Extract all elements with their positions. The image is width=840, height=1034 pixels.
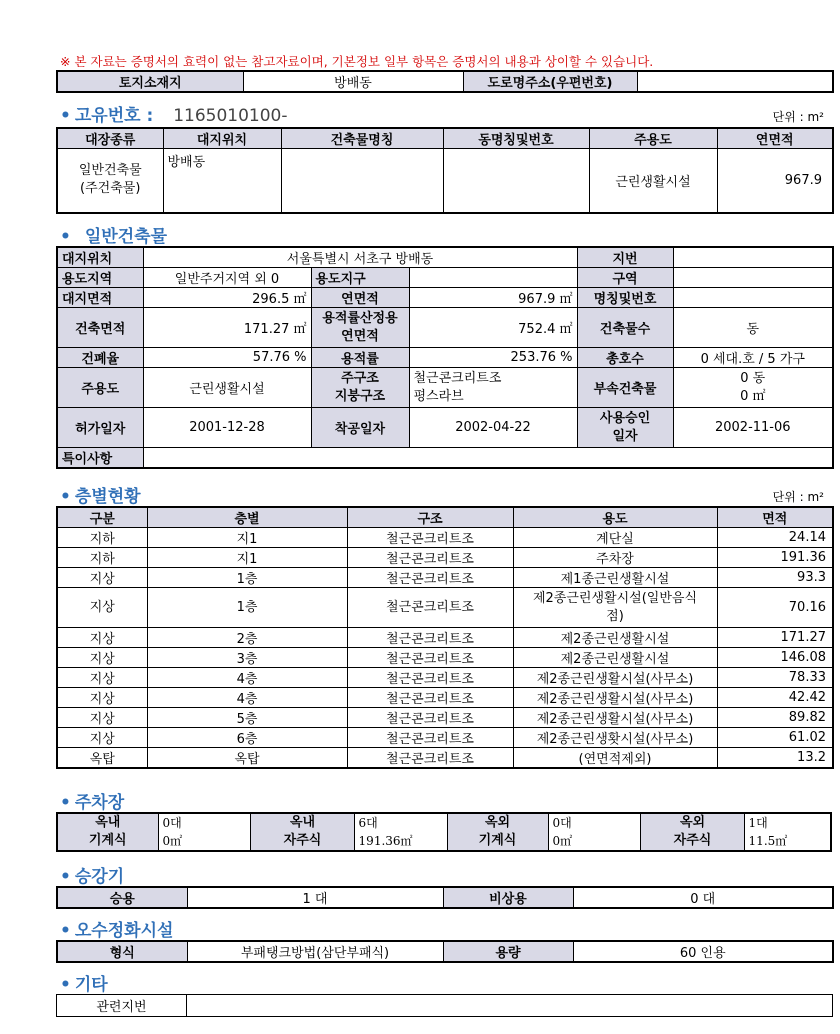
main-use-label: 주용도 bbox=[57, 368, 143, 408]
header-cell: 동명칭및번호 bbox=[443, 128, 589, 149]
section-bullet: • bbox=[60, 227, 71, 247]
floor-area-cell: 171.27 bbox=[717, 628, 833, 648]
floor-use-cell: 제2종근린생활시설 bbox=[513, 628, 717, 648]
floor-kind-cell: 지상 bbox=[57, 688, 147, 708]
floor-floor-cell: 옥탑 bbox=[147, 748, 347, 769]
floor-kind-cell: 지상 bbox=[57, 668, 147, 688]
related-lot-label: 관련지번 bbox=[57, 995, 187, 1017]
elevator-table bbox=[56, 886, 834, 909]
gross-area-label: 연면적 bbox=[311, 288, 409, 308]
building-count-label: 건축물수 bbox=[577, 308, 673, 348]
parking-outdoor-self-label: 옥외 자주식 bbox=[641, 813, 744, 851]
general-building-table bbox=[56, 246, 834, 469]
floor-row bbox=[57, 748, 833, 769]
far-label: 용적률 bbox=[311, 348, 409, 368]
parking-table bbox=[56, 812, 832, 852]
land-location-value: 방배동 bbox=[243, 71, 463, 92]
floor-structure-cell: 철근콘크리트조 bbox=[347, 668, 513, 688]
floor-structure-cell: 철근콘크리트조 bbox=[347, 588, 513, 628]
section-etc bbox=[60, 970, 108, 995]
parking-indoor-self-label: 옥내 자주식 bbox=[251, 813, 354, 851]
section-title: 주차장 bbox=[74, 793, 125, 813]
floor-kind-cell: 지상 bbox=[57, 708, 147, 728]
header-cell: 대지위치 bbox=[163, 128, 281, 149]
floor-kind-cell: 지하 bbox=[57, 528, 147, 548]
dong-name bbox=[443, 149, 589, 213]
floor-floor-cell: 6층 bbox=[147, 728, 347, 748]
building-area-label: 건축면적 bbox=[57, 308, 143, 348]
unit-label: 단위 : m² bbox=[772, 490, 824, 504]
permit-date-label: 허가일자 bbox=[57, 408, 143, 448]
bcr-label: 건폐율 bbox=[57, 348, 143, 368]
section-title: 고유번호 : bbox=[74, 106, 154, 126]
section-general-building bbox=[60, 222, 167, 247]
floor-area-cell: 191.36 bbox=[717, 548, 833, 568]
floor-structure-cell: 철근콘크리트조 bbox=[347, 548, 513, 568]
area-value bbox=[673, 268, 833, 288]
header-cell: 건축물명칭 bbox=[281, 128, 443, 149]
lot-number-value bbox=[673, 247, 833, 268]
floor-floor-cell: 3층 bbox=[147, 648, 347, 668]
road-address-value bbox=[637, 71, 833, 92]
floor-row bbox=[57, 548, 833, 568]
disclaimer-notice: ※ 본 자료는 증명서의 효력이 없는 참고자료이며, 기본정보 일부 항목은 증명서의 내용과 상이할 수 있습니다. bbox=[60, 54, 654, 69]
related-lot-value bbox=[187, 995, 833, 1017]
section-elevator bbox=[60, 862, 124, 887]
floor-row bbox=[57, 588, 833, 628]
far-area-value: 752.4 ㎡ bbox=[409, 308, 577, 348]
floor-structure-cell: 철근콘크리트조 bbox=[347, 708, 513, 728]
land-area-value: 296.5 ㎡ bbox=[143, 288, 311, 308]
ledger-type: 일반건축물 (주건축물) bbox=[57, 149, 163, 213]
header-cell: 연면적 bbox=[717, 128, 833, 149]
floor-structure-cell: 철근콘크리트조 bbox=[347, 528, 513, 548]
permit-date-value: 2001-12-28 bbox=[143, 408, 311, 448]
floor-floor-cell: 1층 bbox=[147, 568, 347, 588]
floor-row bbox=[57, 648, 833, 668]
unique-number-value: 1165010100- bbox=[173, 106, 288, 126]
section-floor-status bbox=[60, 482, 141, 507]
bcr-value: 57.76 % bbox=[143, 348, 311, 368]
floor-floor-cell: 지1 bbox=[147, 528, 347, 548]
floor-area-cell: 93.3 bbox=[717, 568, 833, 588]
summary-header-row bbox=[57, 128, 833, 149]
far-area-label: 용적률산정용 연면적 bbox=[311, 308, 409, 348]
annex-label: 부속건축물 bbox=[577, 368, 673, 408]
main-use-value: 근린생활시설 bbox=[143, 368, 311, 408]
floor-rows bbox=[57, 528, 833, 769]
section-unique-number bbox=[60, 101, 288, 126]
parking-indoor-mechanical-value: 0대 0㎡ bbox=[158, 813, 251, 851]
section-bullet: • bbox=[60, 975, 71, 995]
floor-row bbox=[57, 568, 833, 588]
section-title: 층별현황 bbox=[74, 487, 141, 507]
main-use: 근린생활시설 bbox=[589, 149, 717, 213]
floor-kind-cell: 옥탑 bbox=[57, 748, 147, 769]
floor-area-cell: 42.42 bbox=[717, 688, 833, 708]
floor-area-cell: 78.33 bbox=[717, 668, 833, 688]
floor-area-cell: 146.08 bbox=[717, 648, 833, 668]
passenger-elevator-label: 승용 bbox=[57, 887, 187, 908]
sewage-table bbox=[56, 940, 834, 963]
section-bullet: • bbox=[60, 867, 71, 887]
floor-row bbox=[57, 728, 833, 748]
floor-use-cell: 제2종근린생활시설(사무소) bbox=[513, 688, 717, 708]
floor-floor-cell: 1층 bbox=[147, 588, 347, 628]
total-floor-area: 967.9 bbox=[717, 149, 833, 213]
section-bullet: • bbox=[60, 793, 71, 813]
floor-row bbox=[57, 528, 833, 548]
building-count-value: 동 bbox=[673, 308, 833, 348]
floor-use-cell: 제2종근린생활시설(사무소) bbox=[513, 668, 717, 688]
parking-outdoor-mechanical-value: 0대 0㎡ bbox=[548, 813, 641, 851]
start-date-label: 착공일자 bbox=[311, 408, 409, 448]
floor-structure-cell: 철근콘크리트조 bbox=[347, 628, 513, 648]
floor-use-cell: 제1종근린생활시설 bbox=[513, 568, 717, 588]
floor-use-cell: 계단실 bbox=[513, 528, 717, 548]
header-cell: 구분 bbox=[57, 507, 147, 528]
special-notes-value bbox=[143, 448, 833, 469]
structure-label: 주구조 지붕구조 bbox=[311, 368, 409, 408]
floor-kind-cell: 지상 bbox=[57, 588, 147, 628]
floor-floor-cell: 5층 bbox=[147, 708, 347, 728]
site-location-value: 서울특별시 서초구 방배동 bbox=[143, 247, 577, 268]
units-value: 0 세대.호 / 5 가구 bbox=[673, 348, 833, 368]
floor-row bbox=[57, 628, 833, 648]
passenger-elevator-value: 1 대 bbox=[187, 887, 443, 908]
section-title: 일반건축물 bbox=[84, 227, 167, 247]
floor-area-cell: 70.16 bbox=[717, 588, 833, 628]
etc-table bbox=[56, 994, 833, 1017]
floor-area-cell: 13.2 bbox=[717, 748, 833, 769]
units-label: 총호수 bbox=[577, 348, 673, 368]
unit-label: 단위 : m² bbox=[772, 110, 824, 124]
section-bullet: • bbox=[60, 487, 71, 507]
floor-area-cell: 24.14 bbox=[717, 528, 833, 548]
header-cell: 구조 bbox=[347, 507, 513, 528]
floor-kind-cell: 지상 bbox=[57, 568, 147, 588]
floor-row bbox=[57, 688, 833, 708]
zone-label: 용도지역 bbox=[57, 268, 143, 288]
floor-use-cell: 제2종근린생홧시설(사무소) bbox=[513, 728, 717, 748]
sewage-type-label: 형식 bbox=[57, 941, 187, 962]
floor-kind-cell: 지상 bbox=[57, 728, 147, 748]
district-value bbox=[409, 268, 577, 288]
sewage-capacity-label: 용량 bbox=[443, 941, 573, 962]
building-summary-table bbox=[56, 127, 834, 214]
floor-floor-cell: 지1 bbox=[147, 548, 347, 568]
section-title: 오수정화시설 bbox=[74, 921, 174, 941]
lot-number-label: 지번 bbox=[577, 247, 673, 268]
floor-use-cell: 제2종근린생활시설(사무소) bbox=[513, 708, 717, 728]
floor-use-cell: 제2종근린생활시설 bbox=[513, 648, 717, 668]
parking-outdoor-mechanical-label: 옥외 기계식 bbox=[447, 813, 548, 851]
header-cell: 용도 bbox=[513, 507, 717, 528]
floor-structure-cell: 철근콘크리트조 bbox=[347, 688, 513, 708]
section-sewage bbox=[60, 916, 173, 941]
summary-data-row bbox=[57, 149, 833, 213]
far-value: 253.76 % bbox=[409, 348, 577, 368]
section-title: 승강기 bbox=[74, 867, 125, 887]
building-name bbox=[281, 149, 443, 213]
floor-floor-cell: 2층 bbox=[147, 628, 347, 648]
floor-structure-cell: 철근콘크리트조 bbox=[347, 748, 513, 769]
annex-value: 0 동 0 ㎡ bbox=[673, 368, 833, 408]
floor-use-cell: (연면적제외) bbox=[513, 748, 717, 769]
building-area-value: 171.27 ㎡ bbox=[143, 308, 311, 348]
approval-date-value: 2002-11-06 bbox=[673, 408, 833, 448]
header-cell: 주용도 bbox=[589, 128, 717, 149]
floor-kind-cell: 지하 bbox=[57, 548, 147, 568]
floor-structure-cell: 철근콘크리트조 bbox=[347, 728, 513, 748]
sewage-type-value: 부패탱크방법(삼단부패식) bbox=[187, 941, 443, 962]
emergency-elevator-value: 0 대 bbox=[573, 887, 833, 908]
naming-value bbox=[673, 288, 833, 308]
gross-area-value: 967.9 ㎡ bbox=[409, 288, 577, 308]
floor-use-cell: 제2종근린생활시설(일반음식 점) bbox=[513, 588, 717, 628]
parking-outdoor-self-value: 1대 11.5㎡ bbox=[744, 813, 831, 851]
special-notes-label: 특이사항 bbox=[57, 448, 143, 469]
floor-floor-cell: 4층 bbox=[147, 688, 347, 708]
start-date-value: 2002-04-22 bbox=[409, 408, 577, 448]
floor-kind-cell: 지상 bbox=[57, 648, 147, 668]
floor-structure-cell: 철근콘크리트조 bbox=[347, 648, 513, 668]
area-label: 구역 bbox=[577, 268, 673, 288]
section-title: 기타 bbox=[74, 975, 108, 995]
header-cell: 면적 bbox=[717, 507, 833, 528]
emergency-elevator-label: 비상용 bbox=[443, 887, 573, 908]
sewage-capacity-value: 60 인용 bbox=[573, 941, 833, 962]
floor-area-cell: 61.02 bbox=[717, 728, 833, 748]
district-label: 용도지구 bbox=[311, 268, 409, 288]
floor-use-cell: 주차장 bbox=[513, 548, 717, 568]
site-location-label: 대지위치 bbox=[57, 247, 143, 268]
floor-header-row bbox=[57, 507, 833, 528]
road-address-label: 도로명주소(우편번호) bbox=[463, 71, 637, 92]
parking-indoor-self-value: 6대 191.36㎡ bbox=[354, 813, 447, 851]
approval-date-label: 사용승인 일자 bbox=[577, 408, 673, 448]
floor-kind-cell: 지상 bbox=[57, 628, 147, 648]
site-location: 방배동 bbox=[163, 149, 281, 213]
floor-table bbox=[56, 506, 834, 769]
floor-row bbox=[57, 668, 833, 688]
floor-floor-cell: 4층 bbox=[147, 668, 347, 688]
header-cell: 대장종류 bbox=[57, 128, 163, 149]
floor-area-cell: 89.82 bbox=[717, 708, 833, 728]
floor-row bbox=[57, 708, 833, 728]
naming-label: 명칭및번호 bbox=[577, 288, 673, 308]
location-table bbox=[56, 70, 834, 93]
zone-value: 일반주거지역 외 0 bbox=[143, 268, 311, 288]
land-location-label: 토지소재지 bbox=[57, 71, 243, 92]
land-area-label: 대지면적 bbox=[57, 288, 143, 308]
section-parking bbox=[60, 788, 124, 813]
structure-value: 철근콘크리트조 평스라브 bbox=[409, 368, 577, 408]
section-bullet: • bbox=[60, 106, 71, 126]
floor-structure-cell: 철근콘크리트조 bbox=[347, 568, 513, 588]
header-cell: 층별 bbox=[147, 507, 347, 528]
section-bullet: • bbox=[60, 921, 71, 941]
parking-indoor-mechanical-label: 옥내 기계식 bbox=[57, 813, 158, 851]
